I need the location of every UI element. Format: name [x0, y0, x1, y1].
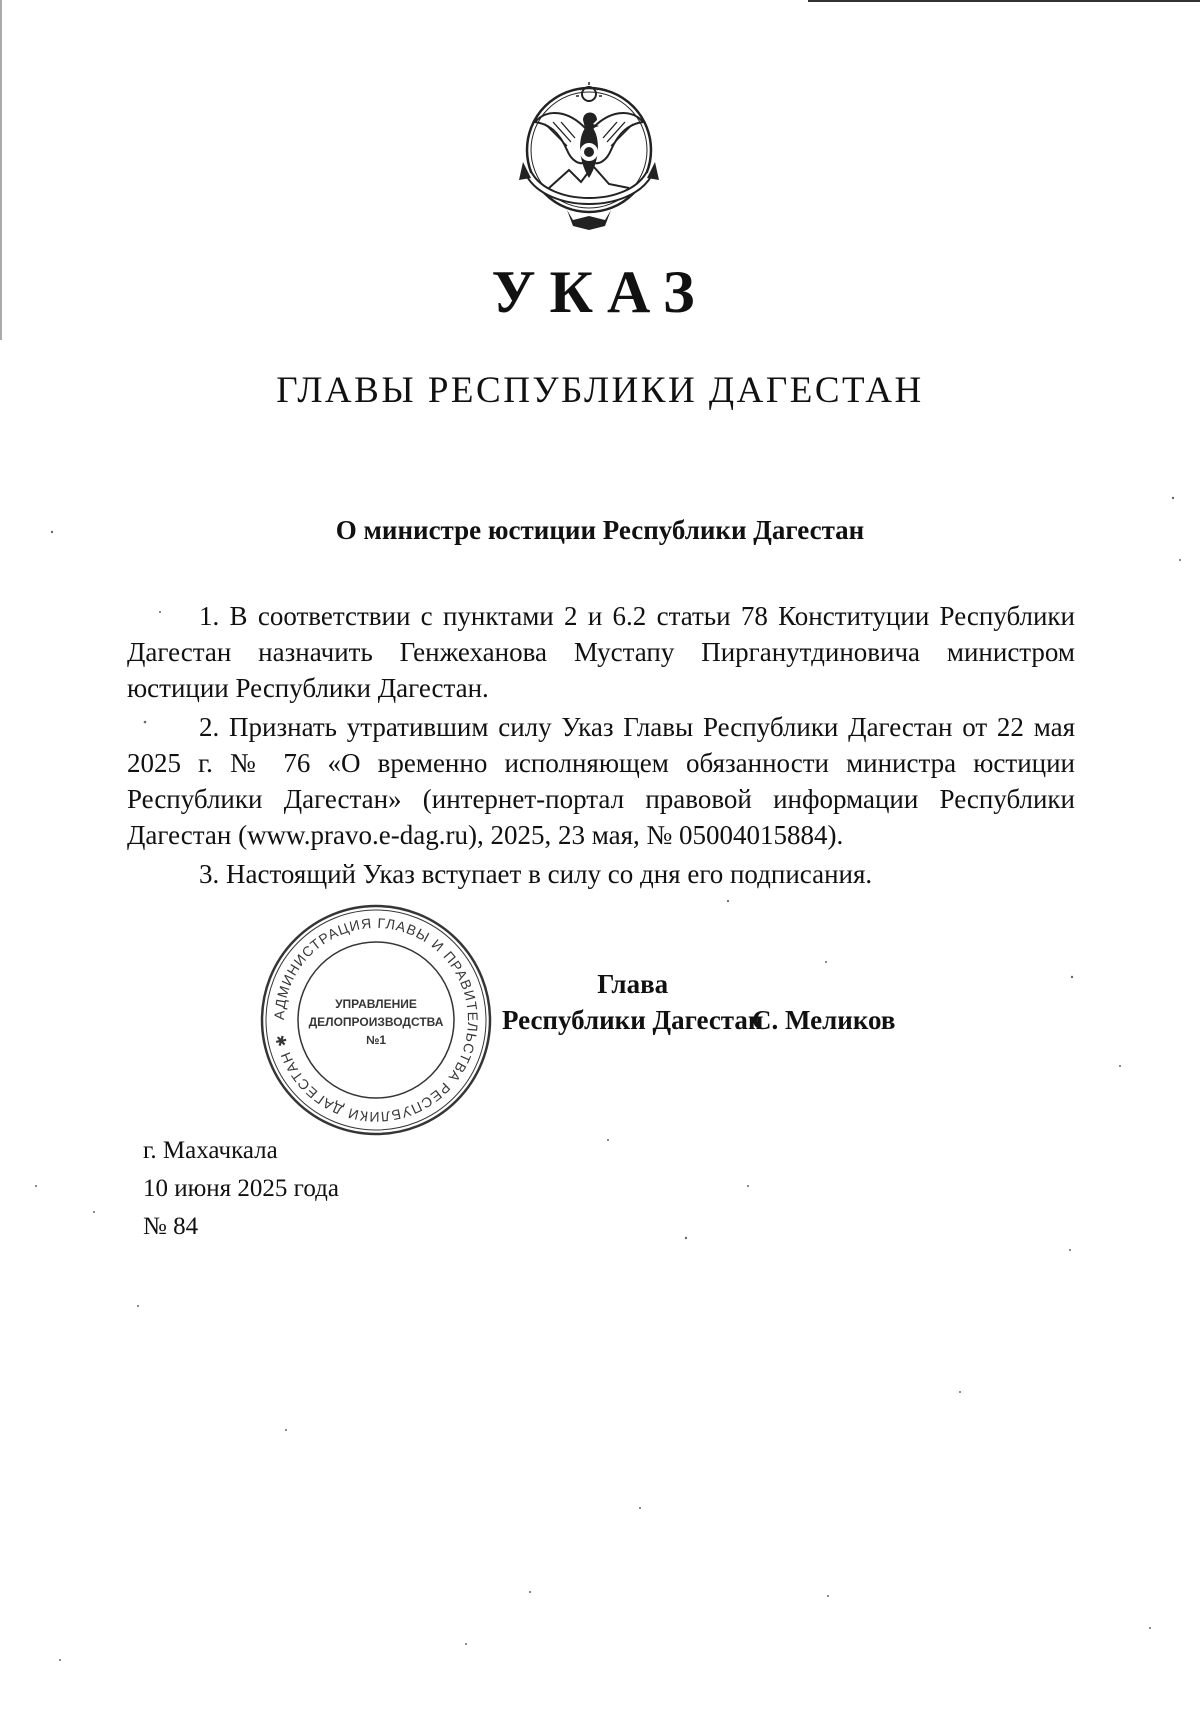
- paragraph-1: 1. В соответствии с пунктами 2 и 6.2 статьи 78 Конституции Республики Дагестан назначить Генжеханова Мустапу Пирганутдиновича министром юстиции Республики Дагестан.: [127, 601, 1075, 703]
- document-subtitle: ГЛАВЫ РЕСПУБЛИКИ ДАГЕСТАН: [276, 370, 924, 411]
- document-heading: О министре юстиции Республики Дагестан: [335, 515, 865, 545]
- svg-text:АДМИНИСТРАЦИЯ ГЛАВЫ И ПРАВИТЕЛ: АДМИНИСТРАЦИЯ ГЛАВЫ И ПРАВИТЕЛЬСТВА РЕСПУБЛИКИ ДАГЕСТАН ✱: [270, 914, 482, 1126]
- signatory-name: С. Меликов: [752, 1005, 896, 1035]
- svg-text:ДЕЛОПРОИЗВОДСТВА: ДЕЛОПРОИЗВОДСТВА: [308, 1015, 444, 1029]
- signature-title-line1: Глава: [597, 969, 669, 999]
- svg-text:№1: №1: [365, 1033, 387, 1047]
- document-title: УКАЗ: [491, 259, 709, 325]
- document-number: № 84: [143, 1213, 199, 1240]
- signature-title-line2: Республики Дагестан: [502, 1005, 764, 1035]
- paragraph-2: 2. Признать утратившим силу Указ Главы Республики Дагестан от 22 мая 2025 г. № 76 «О временно исполняющем обязанности министра юстиции Республики Дагестан» (интернет-портал правовой информации Республики Дагестан (www.pravo.e-dag.ru), 2025, 23 мая, № 05004015884).: [127, 712, 1075, 850]
- paragraph-3: 3. Настоящий Указ вступает в силу со дня его подписания.: [199, 859, 873, 889]
- document-place: г. Махачкала: [143, 1137, 278, 1164]
- svg-text:УПРАВЛЕНИЕ: УПРАВЛЕНИЕ: [335, 997, 417, 1011]
- document-date: 10 июня 2025 года: [143, 1175, 339, 1202]
